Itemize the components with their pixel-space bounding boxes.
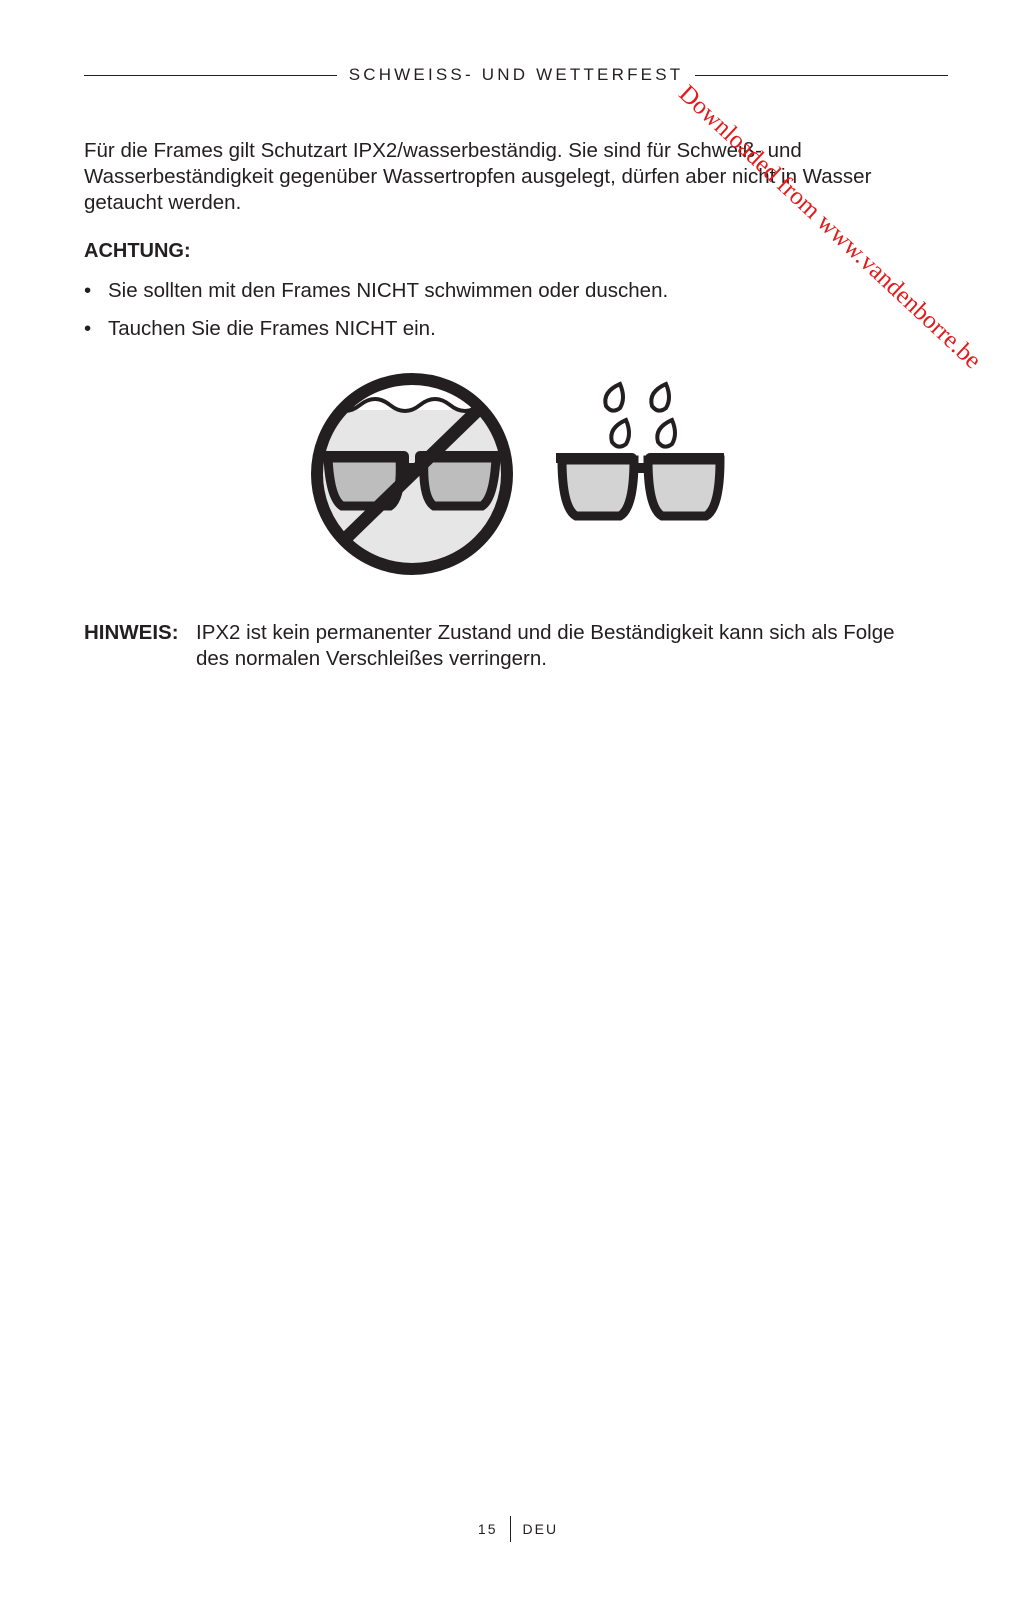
download-watermark: Downloaded from www.vandenborre.be (673, 80, 987, 375)
page-footer (0, 1516, 1036, 1542)
footer-divider (510, 1516, 511, 1542)
page-number: 15 (477, 1521, 498, 1537)
language-code: DEU (522, 1521, 559, 1537)
intro-paragraph: Für die Frames gilt Schutzart IPX2/wasserbeständig. Sie sind für Schweiß- und Wasserbeständigkeit gegenüber Wassertropfen ausgelegt, dürfen aber nicht in Wasser getaucht werden. (84, 139, 872, 214)
water-drops-glasses-icon (556, 384, 724, 516)
section-title: SCHWEISS- UND WETTERFEST (348, 65, 684, 84)
note-label: HINWEIS: (84, 621, 179, 644)
water-resistance-illustration (0, 0, 1036, 600)
list-item: • Tauchen Sie die Frames NICHT ein. (84, 317, 436, 340)
list-item: • Sie sollten mit den Frames NICHT schwimmen oder duschen. (84, 279, 669, 302)
note-text: IPX2 ist kein permanenter Zustand und die Beständigkeit kann sich als Folge des normalen Verschleißes verringern. (196, 621, 895, 670)
caution-item-submerge: Tauchen Sie die Frames NICHT ein. (108, 317, 436, 340)
note-block (84, 620, 916, 672)
no-submerge-glasses-icon (300, 360, 540, 569)
caution-item-swim: Sie sollten mit den Frames NICHT schwimmen oder duschen. (108, 279, 669, 302)
caution-heading: ACHTUNG: (84, 240, 191, 262)
